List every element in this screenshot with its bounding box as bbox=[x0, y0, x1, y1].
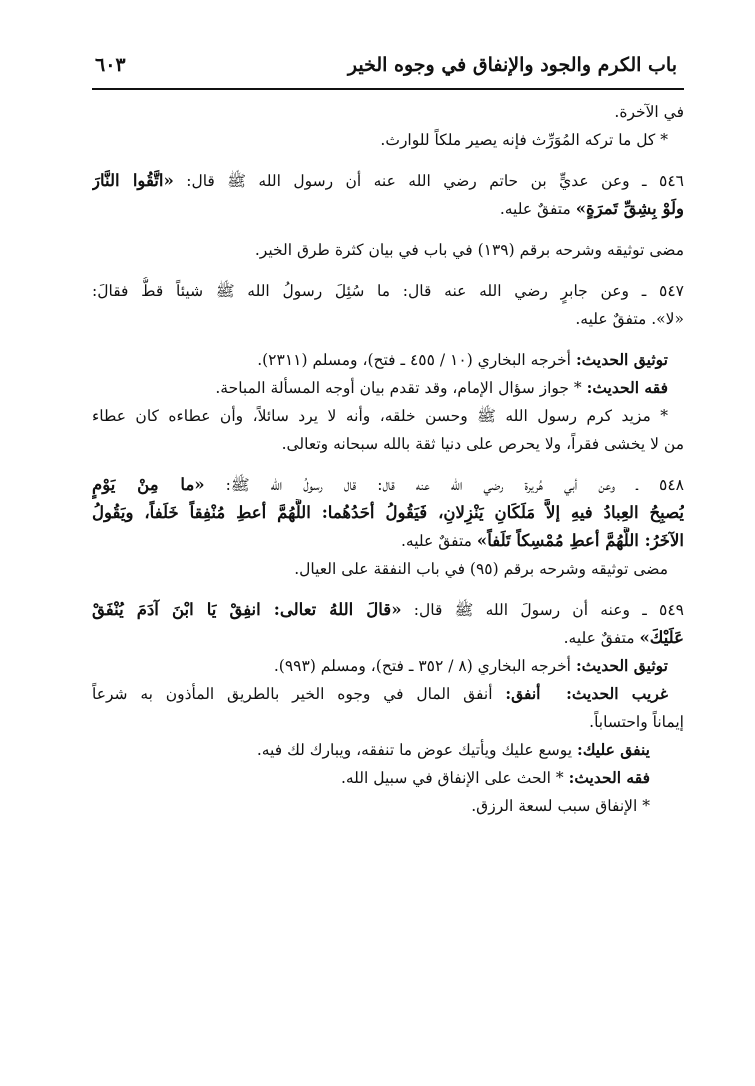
text-line bbox=[92, 527, 684, 555]
term-definition: يوسع عليك ويأتيك عوض ما تنفقه، ويبارك لك فيه. bbox=[256, 741, 573, 759]
documentation-text: أخرجه البخاري (٨ / ٣٥٢ ـ فتح)، ومسلم (٩٩٣). bbox=[273, 657, 571, 675]
term-label: ينفق عليك: bbox=[577, 740, 650, 759]
hadith-source: متفقٌ عليه. bbox=[499, 200, 571, 218]
hadith-source: متفقٌ عليه. bbox=[400, 532, 472, 550]
hadith-quote: «ما مِنْ يَوْمٍ bbox=[92, 475, 205, 494]
section-heading: فقه الحديث: bbox=[568, 768, 650, 787]
chapter-title: باب الكرم والجود والإنفاق في وجوه الخير bbox=[347, 54, 677, 76]
hadith-quote: يُصبِحُ العِبادُ فيهِ إلاَّ مَلَكَانِ يَنْزِلانِ، فَيَقُولُ أحَدُهُما: اللَّهُمَّ أعطِ مُنْفِقاً خَلَفاً، ويَقُولُ bbox=[92, 503, 684, 522]
page-header bbox=[0, 50, 755, 84]
page-number: ٦٠٣ bbox=[95, 54, 126, 76]
text-line: من لا يخشى فقراً، ولا يحرص على دنيا ثقة بالله سبحانه وتعالى. bbox=[281, 435, 684, 453]
hadith-549 bbox=[92, 596, 684, 624]
hadith-548 bbox=[92, 471, 684, 499]
hadith-quote: الآخَرُ: اللَّهُمَّ أعطِ مُمْسِكاً تَلَفاً» bbox=[476, 531, 684, 550]
documentation-text: أخرجه البخاري (١٠ / ٤٥٥ ـ فتح)، ومسلم (٢٣١١). bbox=[257, 351, 571, 369]
section-heading: توثيق الحديث: bbox=[575, 656, 668, 675]
documentation-line bbox=[92, 346, 684, 374]
section-heading: غريب الحديث: bbox=[566, 684, 668, 703]
hadith-547: ٥٤٧ ـ وعن جابرٍ رضي الله عنه قال: ما سُئِلَ رسولُ الله ﷺ شيئاً قطُّ فقالَ: bbox=[92, 282, 684, 300]
hadith-source: متفقٌ عليه. bbox=[563, 629, 635, 647]
hadith-quote: عَلَيْكَ» bbox=[639, 628, 684, 647]
header-rule bbox=[92, 88, 684, 90]
text-line: إيماناً واحتساباً. bbox=[589, 713, 684, 731]
hadith-quote: ولَوْ بِشِقِّ تَمرَةٍ» bbox=[575, 199, 684, 218]
hadith-546 bbox=[92, 167, 684, 195]
fiqh-line bbox=[92, 764, 684, 792]
term-line bbox=[92, 736, 684, 764]
text-line bbox=[92, 624, 684, 652]
cross-reference: مضى توثيقه وشرحه برقم (١٣٩) في باب في بيان كثرة طرق الخير. bbox=[254, 241, 684, 259]
gharib-line bbox=[92, 680, 684, 708]
hadith-text: ٥٤٨ ـ وعن أبي هُريرة رضي الله عنه قال: قال رسولُ الله ﷺ: bbox=[225, 476, 684, 494]
hadith-quote: «قالَ اللهُ تعالى: انفِقْ يَا ابْنَ آدَمَ يُنْفَقْ bbox=[92, 600, 402, 619]
hadith-quote: «اتَّقُوا النَّارَ bbox=[92, 171, 174, 190]
fiqh-line bbox=[92, 374, 684, 402]
term-definition: أنفق المال في وجوه الخير بالطريق المأذون به شرعاً bbox=[92, 685, 493, 703]
page-body bbox=[92, 98, 684, 820]
hadith-text: ٥٤٦ ـ وعن عديٍّ بن حاتم رضي الله عنه أن رسول الله ﷺ قال: bbox=[186, 172, 684, 190]
hadith-text: ٥٤٩ ـ وعنه أن رسولَ الله ﷺ قال: bbox=[413, 601, 684, 619]
fiqh-text: * جواز سؤال الإمام، وقد تقدم بيان أوجه المسألة المباحة. bbox=[215, 379, 582, 397]
text-line: في الآخرة. bbox=[614, 103, 684, 121]
documentation-line bbox=[92, 652, 684, 680]
fiqh-text: * الحث على الإنفاق في سبيل الله. bbox=[340, 769, 564, 787]
section-heading: توثيق الحديث: bbox=[575, 350, 668, 369]
text-line: * كل ما تركه المُوَرِّث فإنه يصير ملكاً للوارث. bbox=[380, 131, 668, 149]
term-label: أنفق: bbox=[505, 684, 541, 703]
text-line: * مزيد كرم رسول الله ﷺ وحسن خلقه، وأنه لا يرد سائلاً، وأن عطاءه كان عطاء bbox=[92, 407, 668, 425]
section-heading: فقه الحديث: bbox=[586, 378, 668, 397]
text-line bbox=[92, 195, 684, 223]
text-line: «لا». متفقٌ عليه. bbox=[575, 310, 684, 328]
cross-reference: مضى توثيقه وشرحه برقم (٩٥) في باب النفقة على العيال. bbox=[294, 560, 668, 578]
text-line: * الإنفاق سبب لسعة الرزق. bbox=[471, 797, 650, 815]
